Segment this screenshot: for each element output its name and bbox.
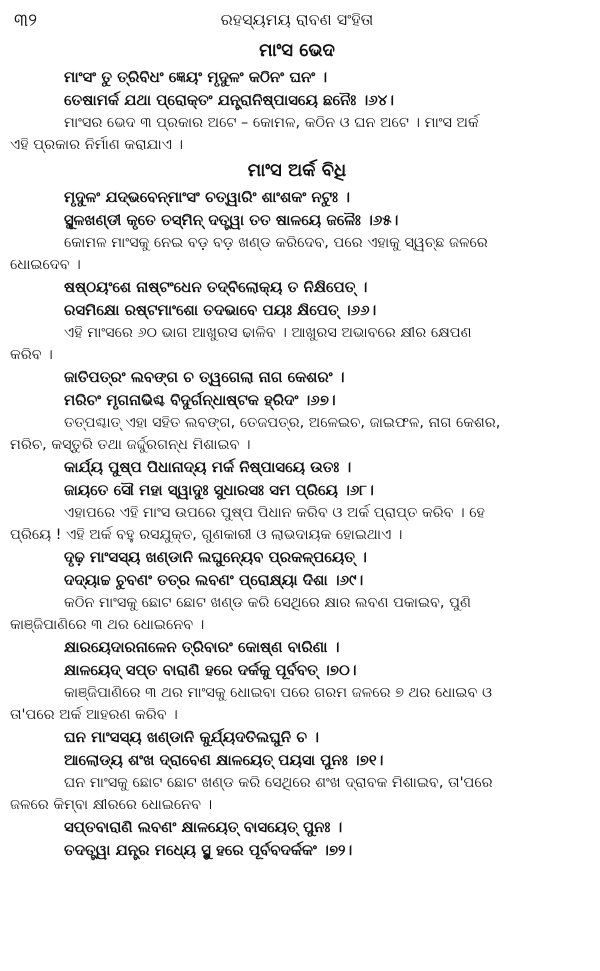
section-title-mamsa-bheda: ମାଂସ ଭେଦ bbox=[259, 40, 335, 61]
verse-line: ରସମିକ୍ଷୋ ରଷ୍ଟମାଂଶୋ ତଦଭାବେ ପୟଃ କ୍ଷିପେତ୍ ।୬୬। bbox=[64, 301, 377, 319]
translation-line: କୋମଳ ମାଂସକୁ ନେଇ ବଡ଼ ବଡ଼ ଖଣ୍ଡ କରିଦେବ, ପରେ ଏହାକୁ ସ୍ୱଚ୍ଛ ଜଳରେ bbox=[64, 235, 488, 251]
verse-line: କ୍ଷାଳୟେଦ୍ ସପ୍ତ ବାରାଣି ହରେ ଦର୍କକୁ ପୂର୍ବବତ୍ ।୭୦। bbox=[64, 661, 357, 679]
verse-line: ମାଂସଂ ତୁ ତ୍ରିବିଧଂ ଜ୍ଞେୟଂ ମୃଦୁଳଂ କଠିନଂ ଘନଂ । bbox=[64, 68, 328, 86]
translation bbox=[10, 772, 584, 816]
translation-line: ଏହି ପ୍ରକାର ନିର୍ମାଣ କରାଯାଏ । bbox=[10, 137, 184, 153]
verse-line: ମୃଦୁଳଂ ଯଦ୍ଭବେନ୍ମାଂସଂ ଚତ୍ୱାରିଂ ଶାଂଶକଂ ନଟୁଃ । bbox=[64, 188, 350, 206]
translation bbox=[10, 232, 584, 276]
translation-line: ତା'ପରେ ଅର୍କ ଆହରଣ କରିବ । bbox=[10, 707, 178, 723]
verse-line: ଦଦ୍ୟାଚ୍ଚ ଚୁବଣଂ ତତ୍ର ଲବଣଂ ପ୍ରୋକ୍ଷ୍ୟା ଦିଶା ।୬୯। bbox=[64, 571, 364, 589]
section-title-mamsa-arka-vidhi: ମାଂସ ଅର୍କ ବିଧି bbox=[247, 160, 347, 181]
translation-line: ଘନ ମାଂସକୁ ଛୋଟ ଛୋଟ ଖଣ୍ଡ କରି ସେଥିରେ ଶଂଖ ଦ୍ରାବକ ମିଶାଇବ, ତା'ପରେ bbox=[64, 775, 493, 791]
verse-line: ସପ୍ତବାରାଣି ଲବଣଂ କ୍ଷାଳୟେତ୍ ବାସୟେତ୍ ପୁନଃ । bbox=[64, 818, 343, 836]
verse-line: କ୍ଷାରୟେଦାରନାଳେନ ତ୍ରିବାରଂ କୋଷ୍ଣ ବାରିଣା । bbox=[64, 638, 340, 656]
translation-line: ପ୍ରିୟେ ! ଏହି ଅର୍କ ବହୁ ରସଯୁକ୍ତ, ଗୁଣକାରୀ ଓ ଲାଭଦାୟକ ହୋଇଥାଏ । bbox=[10, 527, 403, 543]
page-header bbox=[10, 6, 584, 36]
verse-line: ଜାତିପତ୍ରଂ ଲବଙ୍ଗ ଚ ତ୍ୱଗେଲା ନାଗ କେଶରଂ । bbox=[64, 368, 345, 386]
verse-line: ଜାୟତେ ସୌ ମହା ସ୍ୱାଦୁଃ ସୁଧାରସଃ ସମ ପ୍ରିୟେ ।୬୮। bbox=[64, 481, 374, 499]
translation-line: ଜଳରେ କିମ୍ବା କ୍ଷୀରରେ ଧୋଇନେବ । bbox=[10, 797, 213, 813]
verse-line: କାର୍ଯ୍ୟ ପୁଷ୍ପ ପିଧାନାଦ୍ୟ ମର୍କ ନିଷ୍ପାସୟେ ଉତଃ । bbox=[64, 458, 352, 476]
translation bbox=[10, 502, 584, 546]
translation bbox=[10, 112, 584, 156]
verse-line: ତଦତ୍ତ୍ୱା ଯନ୍ତ୍ର ମଧ୍ୟେ ସ୍ଥୁ ହରେ ପୂର୍ବବଦର୍କକଂ ।୭୨। bbox=[64, 841, 353, 859]
verse-line: ଦୃଢ଼ ମାଂସସ୍ୟ ଖଣ୍ଡାନି ଲଘୁନ୍ୟେବ ପ୍ରକଳ୍ପୟେତ୍ । bbox=[64, 548, 367, 566]
verse-line: ସ୍ଥୂଳଖଣ୍ଡୀ କୃତେ ତସ୍ମିନ୍ ଦତ୍ତ୍ୱା ତତ ଷାଳୟେ ଜଳୈଃ ।୬୫। bbox=[64, 211, 399, 229]
translation bbox=[10, 682, 584, 726]
translation-line: କରିବ । bbox=[10, 347, 53, 363]
translation-line: ଏହି ମାଂସରେ ୬୦ ଭାଗ ଆଖୁରସ ଢାଳିବ । ଆଖୁରସ ଅଭାବରେ କ୍ଷୀର କ୍ଷେପଣ bbox=[64, 325, 472, 341]
translation-line: ମାଂସର ଭେଦ ୩ ପ୍ରକାର ଅଟେ – କୋମଳ, କଠିନ ଓ ଘନ ଅଟେ । ମାଂସ ଅର୍କ bbox=[64, 115, 479, 131]
translation-line: ମରିଚ, କସ୍ତୁରି ତଥା ଜର୍ଦ୍ଦୁରଗନ୍ଧ ମିଶାଇବ । bbox=[10, 437, 251, 453]
translation-line: ଏହାପରେ ଏହି ମାଂସ ଉପରେ ପୁଷ୍ପ ପିଧାନ କରିବ ଓ ଅର୍କ ପ୍ରାପ୍ତ କରିବ । ହେ bbox=[64, 505, 486, 521]
translation-line: ତତ୍ପଶ୍ଚାତ୍ ଏହା ସହିତ ଲବଙ୍ଗ, ତେଜପତ୍ର, ଅଳେଇଚ, ଜାଇଫଳ, ନାଗ କେଶର, bbox=[64, 415, 501, 431]
translation-line: କାଞ୍ଜିପାଣିରେ ୩ ଥର ଧୋଇନେବ । bbox=[10, 617, 205, 633]
translation-line: କାଞ୍ଜିପାଣିରେ ୩ ଥର ମାଂସକୁ ଧୋଇବା ପରେ ଗରମ ଜଳରେ ୭ ଥର ଧୋଇବ ଓ bbox=[64, 685, 492, 701]
translation-line: କଠିନ ମାଂସକୁ ଛୋଟ ଛୋଟ ଖଣ୍ଡ କରି ସେଥିରେ କ୍ଷାର ଲବଣ ପକାଇବ, ପୁଣି bbox=[64, 595, 471, 611]
verse-line: ଘନ ମାଂସସ୍ୟ ଖଣ୍ଡାନି କୁର୍ଯ୍ୟଦତିଲଘୁନି ଚ । bbox=[64, 728, 319, 746]
translation-line: ଧୋଇଦେବ । bbox=[10, 257, 81, 273]
verse-line: ମରିଚଂ ମୃଗନାଭିଶ୍ଚ ବିଦୁର୍ଗନ୍ଧାଷ୍ଟକ ହ୍ରିଦଂ ।୬୭। bbox=[64, 391, 336, 409]
verse-line: ତେଷାମର୍କ ଯଥା ପ୍ରୋକ୍ତଂ ଯନ୍ତ୍ରାନିଷ୍ପାସୟେ ଛନୈଃ ।୬୪। bbox=[64, 91, 394, 109]
page-number: ୩୨ bbox=[14, 10, 38, 31]
verse-line: ଆଲୋଡ୍ୟ ଶଂଖ ଦ୍ରାବେଣ କ୍ଷାଳୟେତ୍ ପୟସା ପୁନଃ ।୭୧। bbox=[64, 751, 384, 769]
running-head: ରହସ୍ୟମୟ ରାବଣ ସଂହିତା bbox=[220, 10, 374, 29]
translation bbox=[10, 322, 584, 366]
verse-line: ଷଷ୍ଠୟଂଶେ ନାଷ୍ଟଂଧେନ ତଦ୍ବିଲୋକ୍ୟ ତ ନିକ୍ଷିପେତ୍ । bbox=[64, 278, 368, 296]
translation bbox=[10, 592, 584, 636]
translation bbox=[10, 412, 584, 456]
